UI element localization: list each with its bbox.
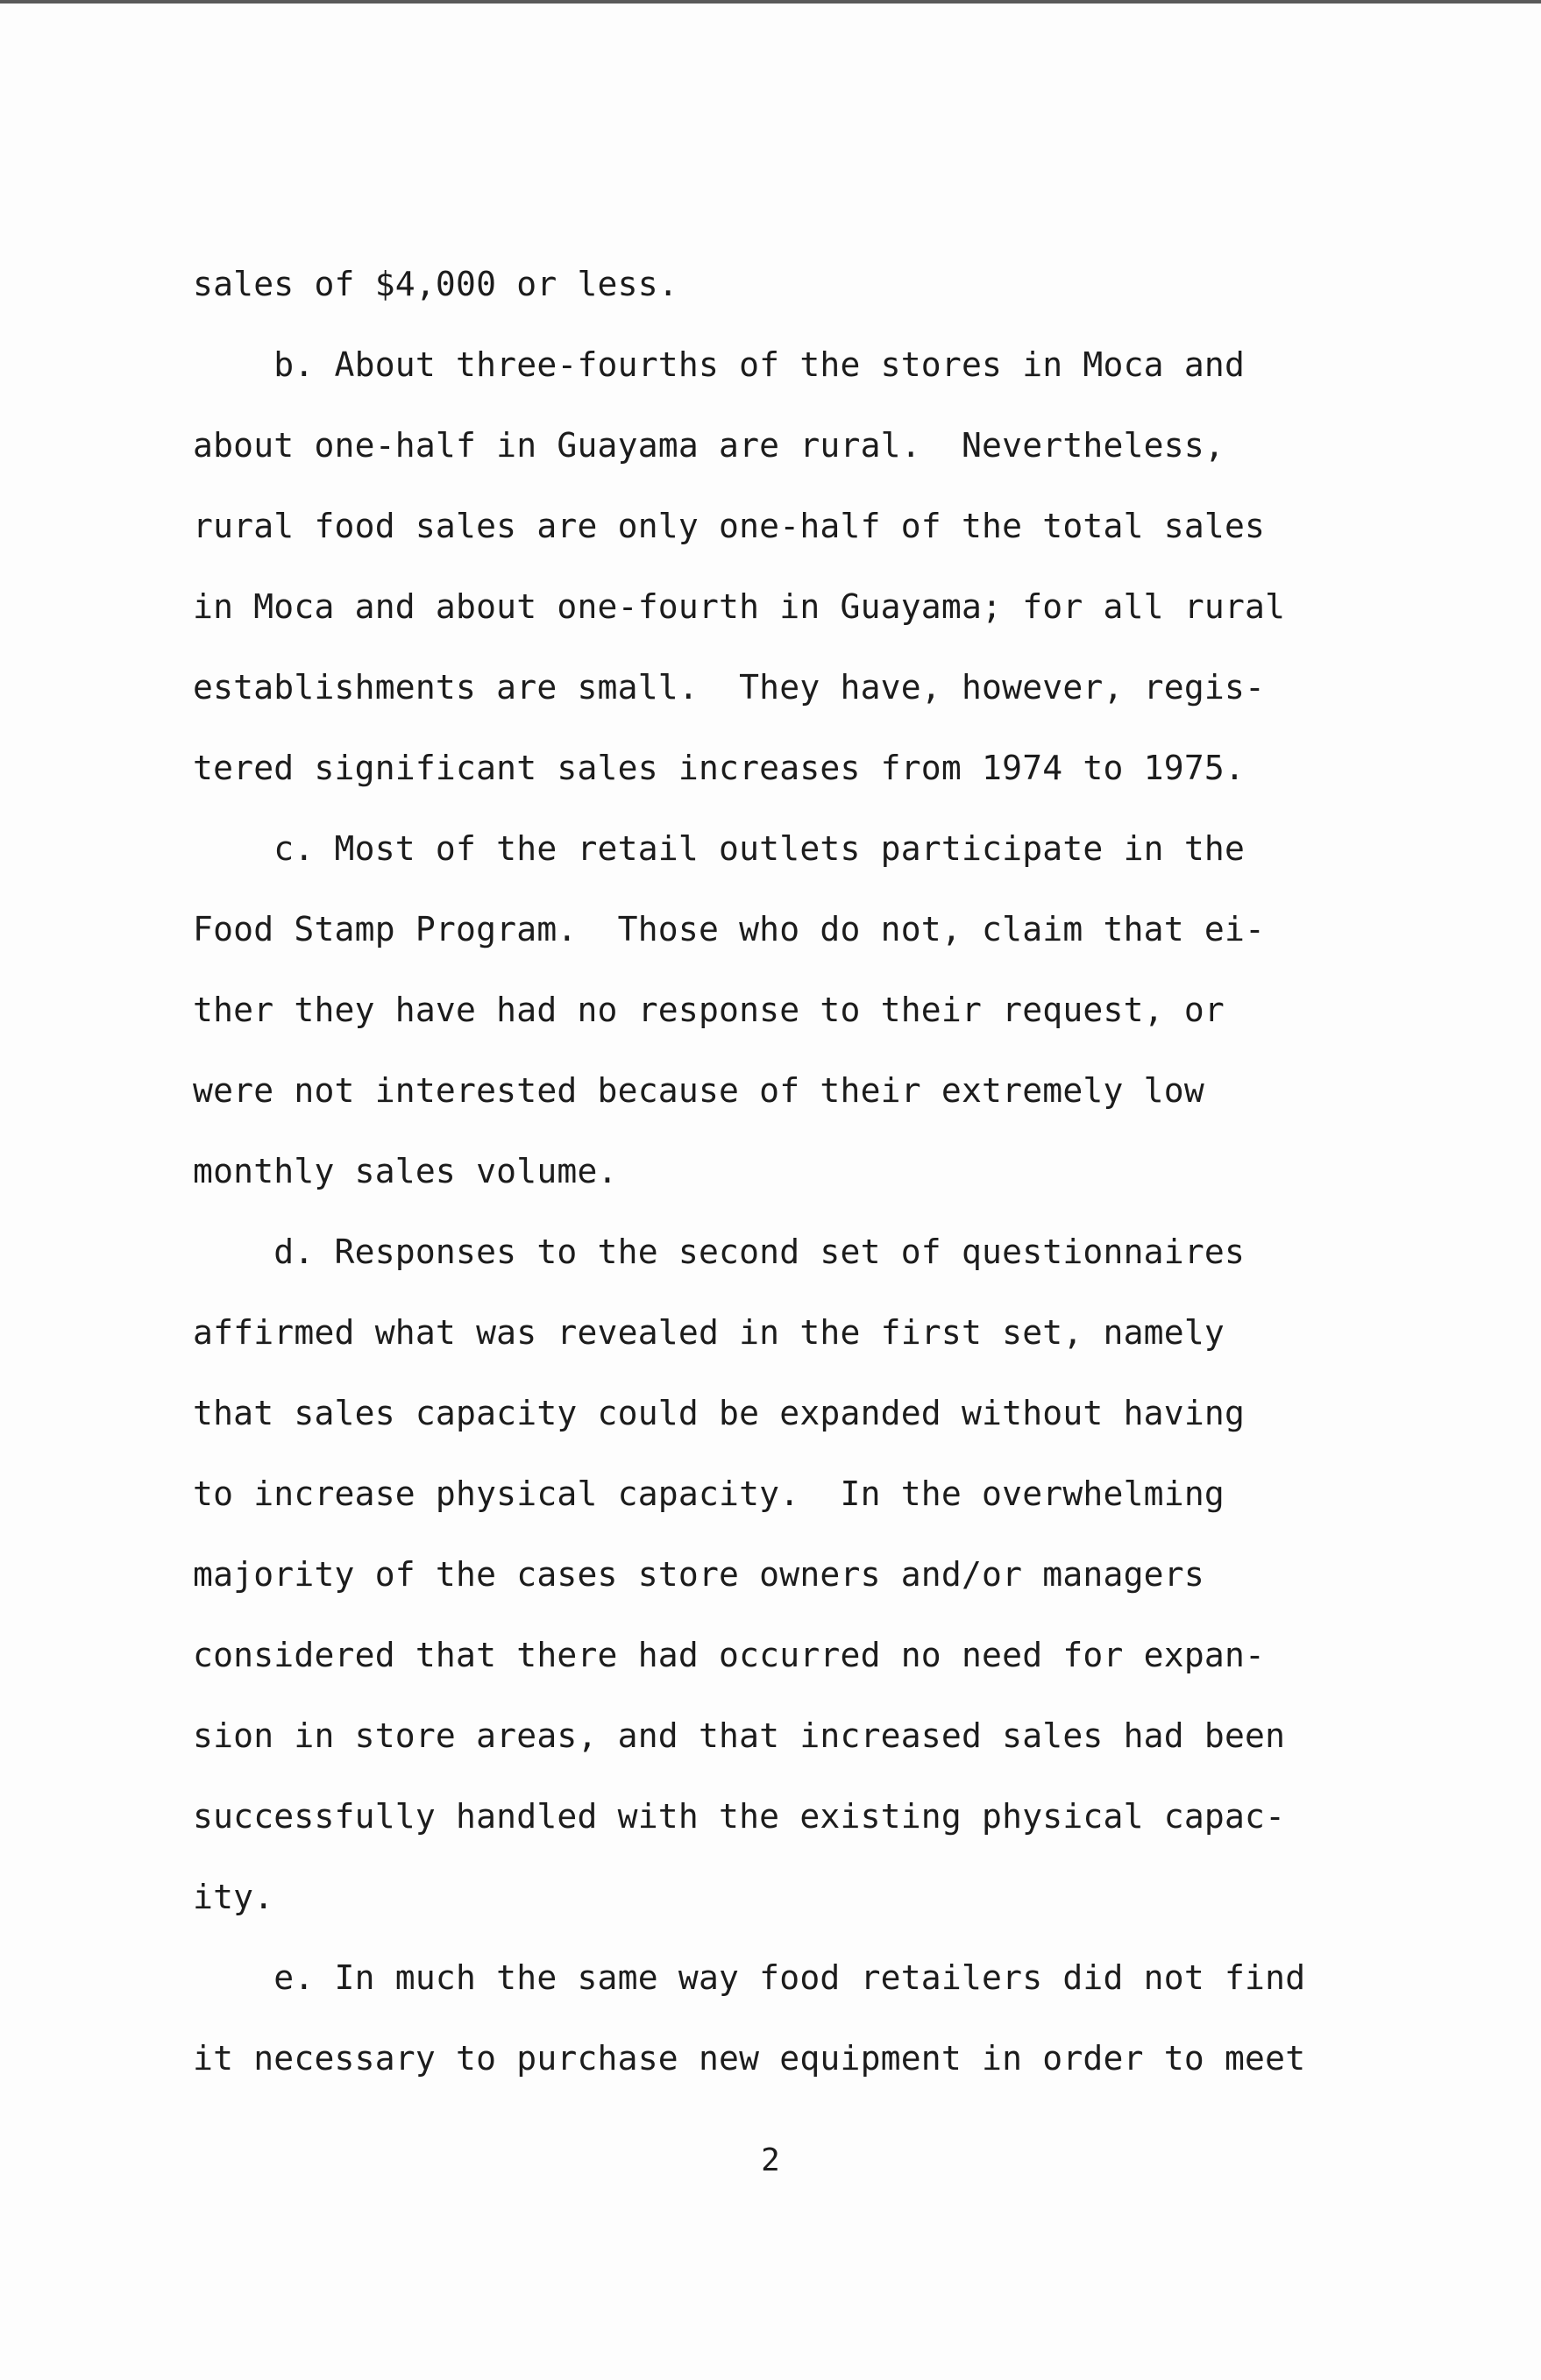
text-line: tered significant sales increases from 1974 to 1975. <box>193 749 1246 787</box>
text-line: successfully handled with the existing physical capac- <box>193 1797 1286 1836</box>
text-line: ity. <box>193 1878 274 1916</box>
text-line: affirmed what was revealed in the first set, namely <box>193 1313 1225 1352</box>
text-line: rural food sales are only one-half of the total sales <box>193 507 1266 545</box>
text-line: sales of $4,000 or less. <box>193 265 678 303</box>
text-line: ther they have had no response to their request, or <box>193 991 1225 1029</box>
text-line: b. About three-fourths of the stores in Moca and <box>193 345 1246 384</box>
text-line: it necessary to purchase new equipment in order to meet <box>193 2039 1306 2078</box>
body-text <box>193 244 1420 2099</box>
text-line: in Moca and about one-fourth in Guayama; for all rural <box>193 587 1286 626</box>
text-line: were not interested because of their extremely low <box>193 1071 1204 1110</box>
page-top-edge <box>0 0 1541 4</box>
page-number: 2 <box>761 2142 780 2178</box>
text-line: e. In much the same way food retailers did not find <box>193 1958 1306 1997</box>
text-line: about one-half in Guayama are rural. Nevertheless, <box>193 426 1225 465</box>
text-line: d. Responses to the second set of questionnaires <box>193 1233 1246 1271</box>
text-line: Food Stamp Program. Those who do not, claim that ei- <box>193 910 1266 948</box>
text-line: monthly sales volume. <box>193 1152 618 1190</box>
text-line: majority of the cases store owners and/or managers <box>193 1555 1204 1594</box>
text-line: that sales capacity could be expanded without having <box>193 1394 1246 1432</box>
text-line: considered that there had occurred no need for expan- <box>193 1636 1266 1674</box>
text-line: establishments are small. They have, however, regis- <box>193 668 1266 707</box>
text-line: c. Most of the retail outlets participate in the <box>193 829 1246 868</box>
text-line: sion in store areas, and that increased sales had been <box>193 1716 1286 1755</box>
text-line: to increase physical capacity. In the overwhelming <box>193 1474 1225 1513</box>
